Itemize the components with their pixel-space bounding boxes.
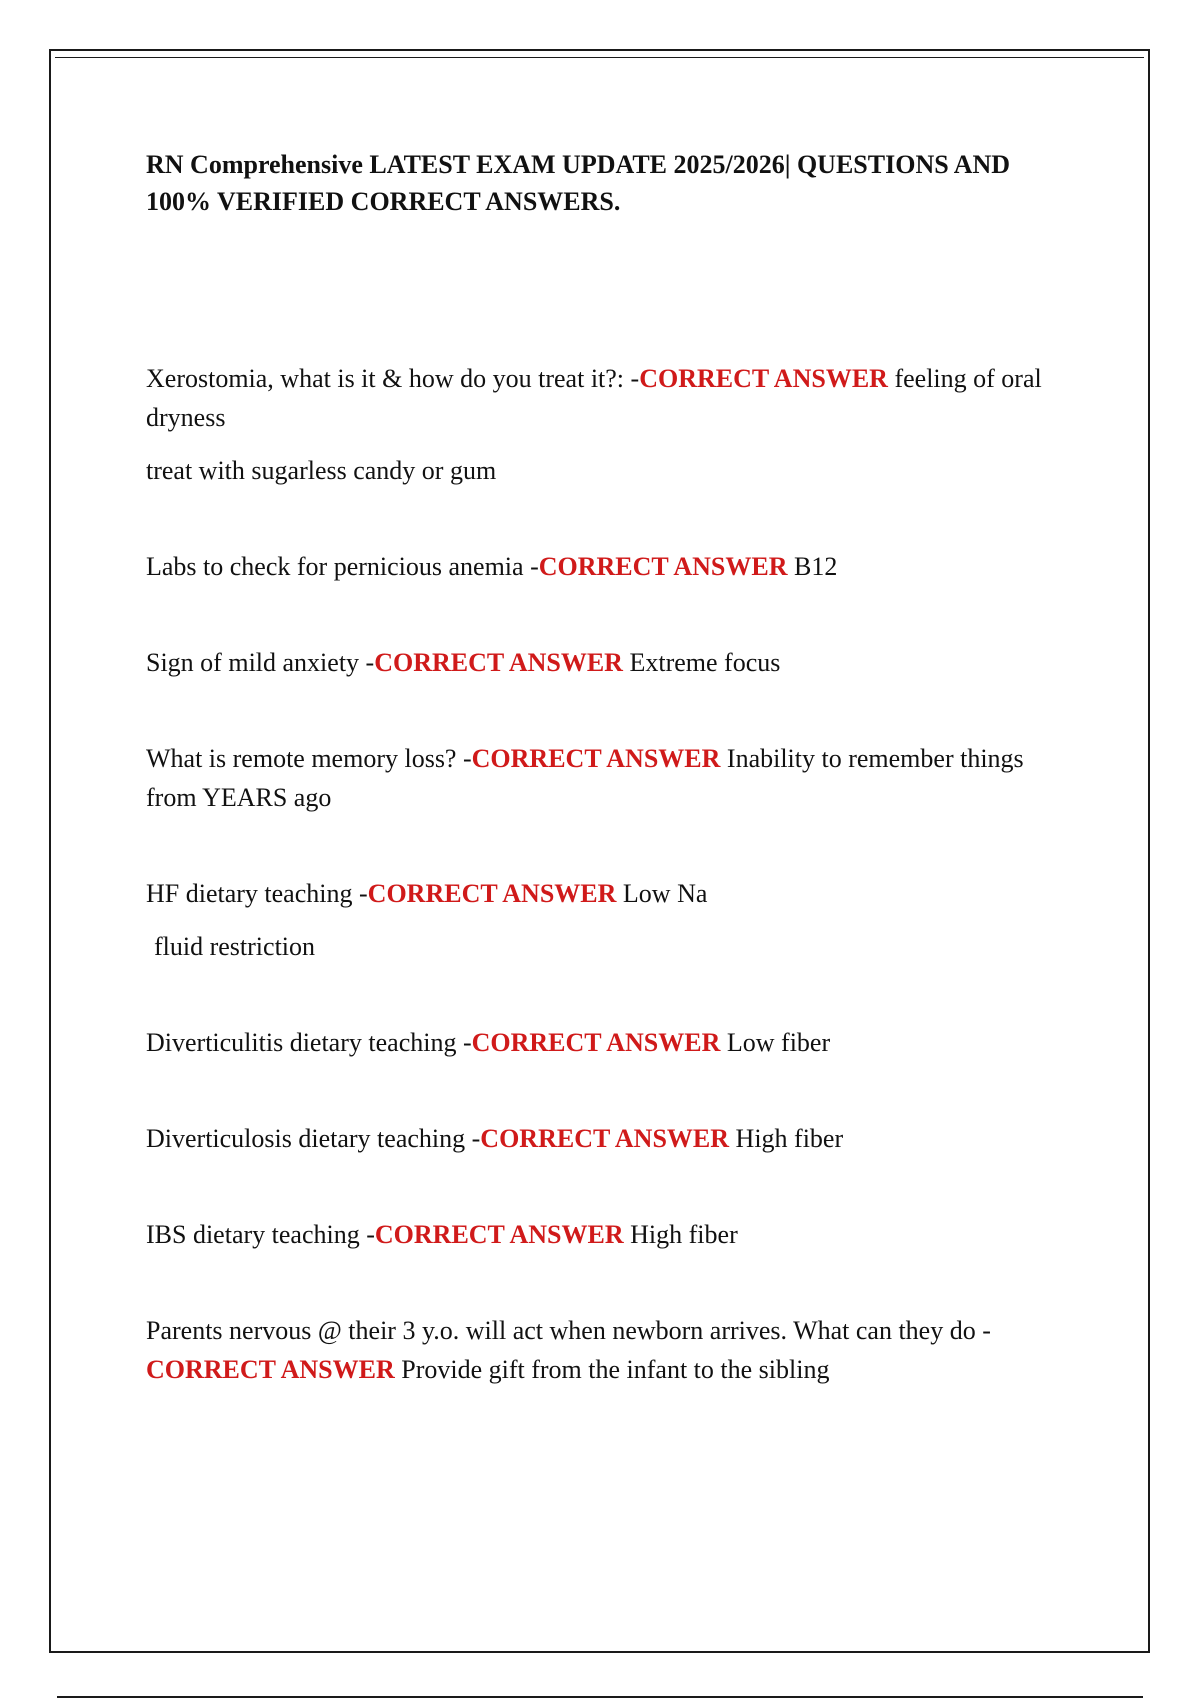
question-text: Diverticulosis dietary teaching [146, 1124, 466, 1153]
page-border-inner-line [55, 57, 1144, 58]
correct-answer-label: CORRECT ANSWER [471, 1028, 721, 1057]
correct-answer-label: CORRECT ANSWER [471, 744, 721, 773]
answer-extra: treat with sugarless candy or gum [146, 456, 497, 485]
question-text: HF dietary teaching [146, 879, 353, 908]
answer-text: Provide gift from the infant to the sibling [401, 1355, 830, 1384]
correct-answer-label: CORRECT ANSWER [367, 879, 617, 908]
qa-item [146, 547, 1076, 586]
qa-item [146, 739, 1076, 817]
answer-text: feeling of oral dryness [146, 364, 1042, 432]
bottom-divider [57, 1696, 1143, 1698]
question-text: Diverticulitis dietary teaching [146, 1028, 457, 1057]
answer-text: Inability to remember things from YEARS ago [146, 744, 1024, 812]
answer-text: Low Na [622, 879, 708, 908]
qa-line: What is remote memory loss? -CORRECT ANSWER Inability to remember things from YEARS ago [146, 744, 1024, 812]
answer-text: Extreme focus [629, 648, 781, 677]
question-text: Xerostomia, what is it & how do you treat it?: [146, 364, 625, 393]
question-text: Labs to check for pernicious anemia [146, 552, 524, 581]
correct-answer-label: CORRECT ANSWER [538, 552, 788, 581]
qa-item [146, 1023, 1076, 1062]
document-title: RN Comprehensive LATEST EXAM UPDATE 2025/2026| QUESTIONS AND 100% VERIFIED CORRECT ANSWERS. [146, 150, 1011, 216]
correct-answer-label: CORRECT ANSWER [480, 1124, 730, 1153]
qa-line: Diverticulitis dietary teaching -CORRECT ANSWER Low fiber [146, 1028, 831, 1057]
question-text: Sign of mild anxiety [146, 648, 360, 677]
qa-item [146, 1119, 1076, 1158]
question-text: What is remote memory loss? [146, 744, 457, 773]
answer-extra: fluid restriction [154, 932, 316, 961]
correct-answer-label: CORRECT ANSWER [146, 1355, 395, 1384]
qa-list [146, 359, 1076, 1389]
qa-item [146, 359, 1076, 490]
document-content [146, 146, 1076, 1389]
qa-line: Parents nervous @ their 3 y.o. will act when newborn arrives. What can they do -CORRECT ANSWER Provide gift from the infant to the sibling [146, 1316, 991, 1384]
qa-item [146, 643, 1076, 682]
answer-text: B12 [794, 552, 838, 581]
answer-text: High fiber [735, 1124, 844, 1153]
correct-answer-label: CORRECT ANSWER [639, 364, 888, 393]
correct-answer-label: CORRECT ANSWER [374, 648, 623, 677]
answer-text: High fiber [630, 1220, 738, 1249]
qa-item [146, 874, 1076, 966]
qa-line: IBS dietary teaching -CORRECT ANSWER High fiber [146, 1220, 738, 1249]
answer-text: Low fiber [726, 1028, 831, 1057]
qa-line: Sign of mild anxiety -CORRECT ANSWER Extreme focus [146, 648, 781, 677]
qa-line: Diverticulosis dietary teaching -CORRECT ANSWER High fiber [146, 1124, 844, 1153]
qa-item [146, 1311, 1076, 1389]
question-text: Parents nervous @ their 3 y.o. will act when newborn arrives. What can they do [146, 1316, 976, 1345]
qa-line: HF dietary teaching -CORRECT ANSWER Low Na [146, 879, 708, 908]
qa-line: Labs to check for pernicious anemia -CORRECT ANSWER B12 [146, 552, 838, 581]
qa-item [146, 1215, 1076, 1254]
correct-answer-label: CORRECT ANSWER [374, 1220, 624, 1249]
qa-line: Xerostomia, what is it & how do you treat it?: -CORRECT ANSWER feeling of oral dryness [146, 364, 1042, 432]
question-text: IBS dietary teaching [146, 1220, 360, 1249]
